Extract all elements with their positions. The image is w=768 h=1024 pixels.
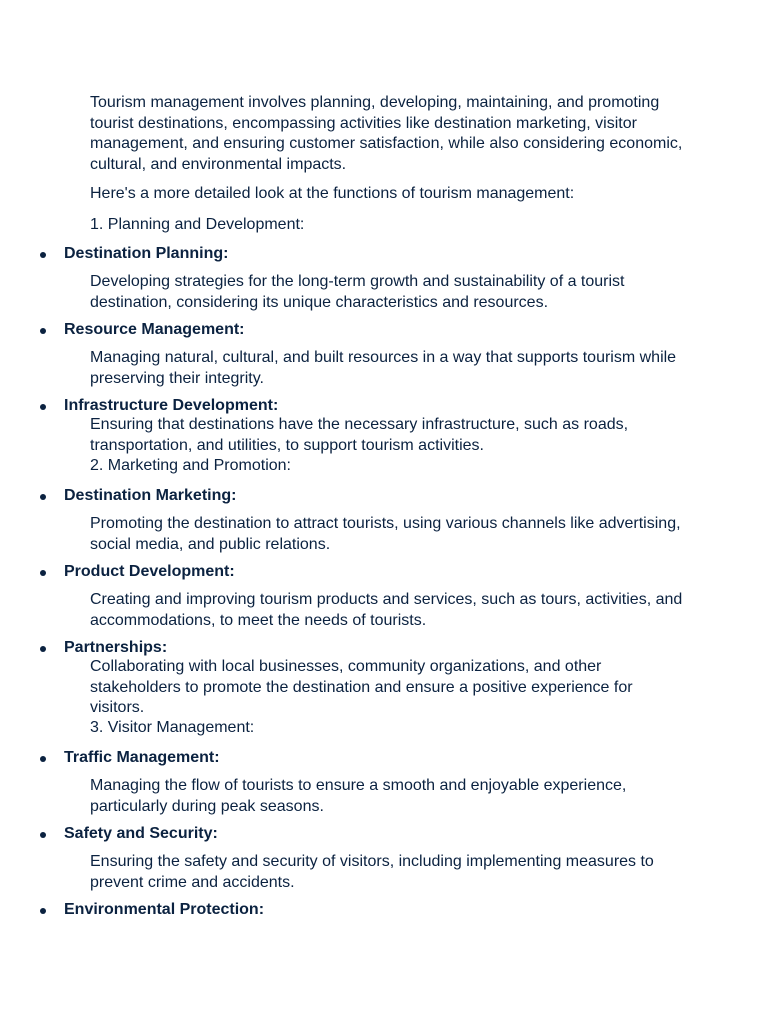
item-text: Creating and improving tourism products and services, such as tours, activities, and accommodations, to meet the needs of tourists.: [90, 591, 683, 629]
item-heading: Resource Management:: [64, 321, 245, 338]
item-heading: Product Development:: [64, 563, 235, 580]
item-heading: Environmental Protection:: [64, 901, 265, 918]
item-text: Ensuring the safety and security of visitors, including implementing measures to prevent crime and accidents.: [90, 853, 654, 891]
bullet-icon: [40, 328, 46, 334]
item-text: Ensuring that destinations have the necessary infrastructure, such as roads, transportation, and utilities, to support tourism activities.: [90, 416, 629, 454]
item-heading: Safety and Security:: [64, 825, 218, 842]
section-title: 1. Planning and Development:: [90, 216, 305, 233]
item-text: Managing the flow of tourists to ensure a smooth and enjoyable experience, particularly during peak seasons.: [90, 777, 627, 815]
bullet-icon: [40, 404, 46, 410]
bullet-icon: [40, 646, 46, 652]
item-text: Managing natural, cultural, and built resources in a way that supports tourism while preserving their integrity.: [90, 349, 677, 387]
item-text: Collaborating with local businesses, community organizations, and other stakeholders to promote the destination and ensure a positive experience for visitors.: [90, 658, 633, 716]
item-heading: Traffic Management:: [64, 749, 220, 766]
item-heading: Partnerships:: [64, 639, 168, 656]
lead-paragraph: Here's a more detailed look at the functions of tourism management:: [90, 185, 575, 202]
item-heading: Infrastructure Development:: [64, 397, 279, 414]
item-text: Promoting the destination to attract tourists, using various channels like advertising, social media, and public relations.: [90, 515, 681, 553]
bullet-icon: [40, 756, 46, 762]
section-title: 3. Visitor Management:: [90, 719, 255, 736]
bullet-icon: [40, 494, 46, 500]
bullet-icon: [40, 252, 46, 258]
item-text: Developing strategies for the long-term growth and sustainability of a tourist destination, considering its unique characteristics and resources.: [90, 273, 625, 311]
bullet-icon: [40, 570, 46, 576]
item-heading: Destination Marketing:: [64, 487, 237, 504]
bullet-icon: [40, 832, 46, 838]
bullet-icon: [40, 908, 46, 914]
item-heading: Destination Planning:: [64, 245, 229, 262]
section-title: 2. Marketing and Promotion:: [90, 457, 291, 474]
intro-paragraph: Tourism management involves planning, developing, maintaining, and promoting tourist destinations, encompassing activities like destination marketing, visitor management, and ensuring customer satisfaction, while also considering economic, cultural, and environmental impacts.: [90, 94, 683, 173]
